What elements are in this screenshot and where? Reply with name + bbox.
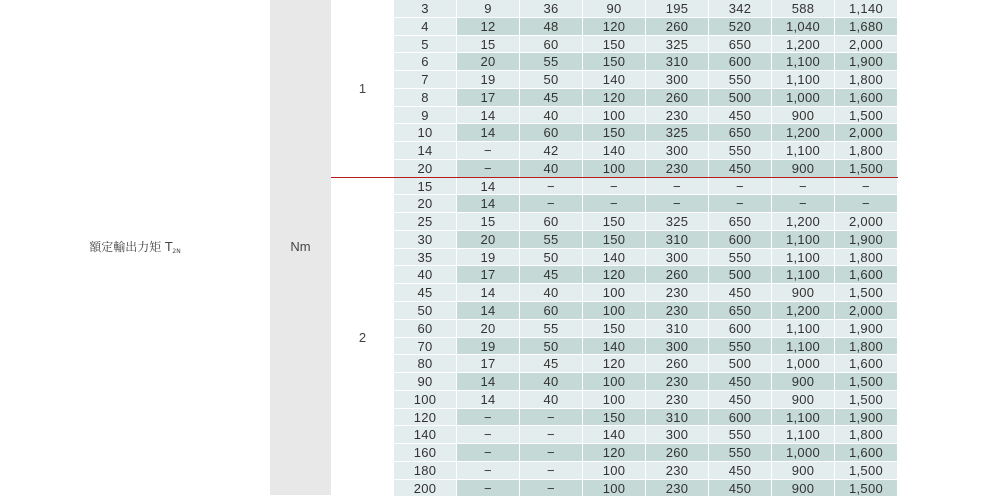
parameter-label [0, 238, 270, 255]
torque-cell: 9 [457, 0, 520, 18]
table-row [394, 231, 898, 249]
torque-cell: 600 [709, 409, 772, 427]
torque-cell: 20 [457, 231, 520, 249]
torque-cell: 450 [709, 462, 772, 480]
ratio-cell: 30 [394, 231, 457, 249]
torque-cell: − [583, 178, 646, 196]
torque-cell: 1,600 [835, 444, 898, 462]
table-row [394, 320, 898, 338]
torque-cell: 14 [457, 124, 520, 142]
torque-cell: 600 [709, 320, 772, 338]
torque-cell: 550 [709, 338, 772, 356]
torque-cell: 14 [457, 195, 520, 213]
table-row [394, 178, 898, 196]
torque-cell: 50 [520, 249, 583, 267]
torque-cell: 550 [709, 444, 772, 462]
ratio-cell: 7 [394, 71, 457, 89]
torque-cell: 120 [583, 355, 646, 373]
torque-cell: 1,100 [772, 320, 835, 338]
stage-divider [331, 177, 898, 178]
torque-cell: 1,100 [772, 266, 835, 284]
torque-cell: 300 [646, 338, 709, 356]
torque-cell: 650 [709, 213, 772, 231]
torque-cell: 310 [646, 53, 709, 71]
ratio-cell: 25 [394, 213, 457, 231]
ratio-cell: 70 [394, 338, 457, 356]
torque-table [394, 0, 898, 497]
table-row [394, 302, 898, 320]
stage-label-1: 1 [358, 80, 367, 96]
torque-cell: − [646, 195, 709, 213]
torque-cell: 1,100 [772, 71, 835, 89]
torque-cell: 230 [646, 284, 709, 302]
torque-cell: 140 [583, 338, 646, 356]
ratio-cell: 140 [394, 426, 457, 444]
ratio-cell: 50 [394, 302, 457, 320]
torque-cell: 45 [520, 89, 583, 107]
torque-cell: 1,900 [835, 53, 898, 71]
torque-cell: − [709, 178, 772, 196]
torque-cell: − [646, 178, 709, 196]
torque-cell: 1,900 [835, 409, 898, 427]
torque-cell: 342 [709, 0, 772, 18]
ratio-cell: 90 [394, 373, 457, 391]
torque-cell: 450 [709, 373, 772, 391]
stage-column [331, 0, 394, 495]
torque-cell: − [583, 195, 646, 213]
torque-cell: 900 [772, 480, 835, 497]
torque-cell: 120 [583, 89, 646, 107]
ratio-cell: 35 [394, 249, 457, 267]
stage-label-2: 2 [358, 329, 367, 345]
ratio-cell: 20 [394, 195, 457, 213]
ratio-cell: 40 [394, 266, 457, 284]
torque-cell: 1,800 [835, 338, 898, 356]
torque-cell: 900 [772, 107, 835, 125]
torque-cell: 550 [709, 426, 772, 444]
torque-cell: 2,000 [835, 124, 898, 142]
torque-cell: 230 [646, 462, 709, 480]
parameter-label-subscript: 2N [172, 248, 181, 255]
torque-cell: 2,000 [835, 302, 898, 320]
torque-cell: 1,140 [835, 0, 898, 18]
torque-cell: − [520, 444, 583, 462]
ratio-cell: 120 [394, 409, 457, 427]
torque-cell: 100 [583, 391, 646, 409]
torque-cell: 310 [646, 320, 709, 338]
torque-cell: 1,680 [835, 18, 898, 36]
torque-cell: 1,100 [772, 53, 835, 71]
torque-cell: 14 [457, 373, 520, 391]
torque-cell: 60 [520, 36, 583, 54]
torque-cell: − [520, 426, 583, 444]
ratio-cell: 45 [394, 284, 457, 302]
torque-cell: 650 [709, 124, 772, 142]
torque-cell: − [457, 444, 520, 462]
torque-cell: 310 [646, 231, 709, 249]
table-row [394, 444, 898, 462]
torque-cell: 14 [457, 302, 520, 320]
torque-cell: 42 [520, 142, 583, 160]
ratio-cell: 9 [394, 107, 457, 125]
torque-cell: 1,100 [772, 426, 835, 444]
ratio-cell: 3 [394, 0, 457, 18]
table-row [394, 355, 898, 373]
torque-cell: − [709, 195, 772, 213]
torque-cell: 100 [583, 373, 646, 391]
torque-cell: 450 [709, 391, 772, 409]
torque-cell: 1,200 [772, 302, 835, 320]
torque-cell: − [772, 178, 835, 196]
torque-cell: 15 [457, 36, 520, 54]
torque-cell: 14 [457, 178, 520, 196]
torque-cell: 520 [709, 18, 772, 36]
torque-cell: 150 [583, 320, 646, 338]
torque-cell: 1,100 [772, 409, 835, 427]
ratio-cell: 20 [394, 160, 457, 178]
table-row [394, 373, 898, 391]
torque-cell: 17 [457, 266, 520, 284]
torque-cell: 100 [583, 480, 646, 497]
torque-cell: 2,000 [835, 213, 898, 231]
torque-cell: 1,100 [772, 231, 835, 249]
torque-cell: 1,200 [772, 124, 835, 142]
ratio-cell: 60 [394, 320, 457, 338]
ratio-cell: 8 [394, 89, 457, 107]
torque-cell: 230 [646, 391, 709, 409]
table-row [394, 284, 898, 302]
torque-cell: 1,600 [835, 355, 898, 373]
torque-cell: 48 [520, 18, 583, 36]
torque-cell: − [520, 462, 583, 480]
torque-cell: 150 [583, 409, 646, 427]
torque-cell: 230 [646, 302, 709, 320]
torque-cell: 120 [583, 18, 646, 36]
torque-cell: 260 [646, 18, 709, 36]
torque-cell: 15 [457, 213, 520, 231]
torque-cell: 55 [520, 320, 583, 338]
torque-cell: 14 [457, 284, 520, 302]
torque-cell: 120 [583, 444, 646, 462]
torque-cell: 900 [772, 391, 835, 409]
ratio-cell: 14 [394, 142, 457, 160]
table-row [394, 480, 898, 497]
torque-cell: 19 [457, 338, 520, 356]
torque-cell: 14 [457, 107, 520, 125]
torque-cell: 150 [583, 231, 646, 249]
torque-cell: 260 [646, 355, 709, 373]
torque-cell: − [457, 480, 520, 497]
ratio-cell: 6 [394, 53, 457, 71]
torque-cell: 20 [457, 320, 520, 338]
torque-cell: 1,800 [835, 71, 898, 89]
torque-cell: 1,000 [772, 89, 835, 107]
torque-cell: 450 [709, 480, 772, 497]
torque-cell: 300 [646, 426, 709, 444]
torque-cell: 12 [457, 18, 520, 36]
torque-cell: 14 [457, 391, 520, 409]
table-row [394, 391, 898, 409]
ratio-cell: 80 [394, 355, 457, 373]
torque-cell: 100 [583, 107, 646, 125]
table-row [394, 249, 898, 267]
table-row [394, 89, 898, 107]
torque-cell: − [772, 195, 835, 213]
torque-cell: 90 [583, 0, 646, 18]
torque-cell: 40 [520, 373, 583, 391]
torque-cell: 230 [646, 373, 709, 391]
torque-cell: 150 [583, 53, 646, 71]
torque-cell: − [520, 195, 583, 213]
torque-cell: 1,000 [772, 444, 835, 462]
torque-cell: 1,200 [772, 36, 835, 54]
torque-cell: 260 [646, 89, 709, 107]
ratio-cell: 200 [394, 480, 457, 497]
table-row [394, 195, 898, 213]
unit-column [270, 0, 331, 495]
unit-label: Nm [290, 239, 311, 254]
torque-cell: 195 [646, 0, 709, 18]
torque-cell: − [835, 178, 898, 196]
torque-cell: 325 [646, 213, 709, 231]
torque-cell: 588 [772, 0, 835, 18]
torque-cell: − [457, 409, 520, 427]
parameter-column [0, 0, 270, 495]
torque-cell: 900 [772, 284, 835, 302]
torque-cell: 260 [646, 266, 709, 284]
torque-cell: 50 [520, 71, 583, 89]
torque-cell: 60 [520, 213, 583, 231]
torque-cell: 600 [709, 231, 772, 249]
table-row [394, 213, 898, 231]
table-row [394, 53, 898, 71]
table-row [394, 124, 898, 142]
torque-cell: 50 [520, 338, 583, 356]
torque-cell: 60 [520, 124, 583, 142]
ratio-cell: 100 [394, 391, 457, 409]
torque-cell: 100 [583, 160, 646, 178]
table-row [394, 266, 898, 284]
torque-cell: 150 [583, 36, 646, 54]
torque-cell: 45 [520, 355, 583, 373]
torque-cell: 60 [520, 302, 583, 320]
table-row [394, 142, 898, 160]
torque-cell: 1,900 [835, 320, 898, 338]
torque-cell: 45 [520, 266, 583, 284]
ratio-cell: 15 [394, 178, 457, 196]
torque-cell: 230 [646, 107, 709, 125]
table-row [394, 462, 898, 480]
torque-cell: 325 [646, 124, 709, 142]
torque-cell: 900 [772, 462, 835, 480]
ratio-cell: 4 [394, 18, 457, 36]
torque-cell: 1,600 [835, 266, 898, 284]
torque-cell: − [520, 409, 583, 427]
torque-cell: 1,100 [772, 338, 835, 356]
torque-cell: 100 [583, 462, 646, 480]
ratio-cell: 160 [394, 444, 457, 462]
torque-cell: 230 [646, 480, 709, 497]
torque-cell: − [520, 178, 583, 196]
torque-cell: 500 [709, 89, 772, 107]
torque-cell: 1,000 [772, 355, 835, 373]
ratio-cell: 180 [394, 462, 457, 480]
torque-cell: 550 [709, 249, 772, 267]
torque-cell: 1,100 [772, 249, 835, 267]
torque-cell: 40 [520, 107, 583, 125]
torque-cell: 140 [583, 142, 646, 160]
torque-cell: 19 [457, 71, 520, 89]
torque-cell: 600 [709, 53, 772, 71]
table-row [394, 0, 898, 18]
torque-cell: 17 [457, 89, 520, 107]
torque-cell: − [457, 160, 520, 178]
torque-cell: − [835, 195, 898, 213]
torque-cell: 120 [583, 266, 646, 284]
torque-cell: 1,800 [835, 249, 898, 267]
torque-cell: 1,500 [835, 373, 898, 391]
table-row [394, 409, 898, 427]
torque-cell: 450 [709, 284, 772, 302]
torque-cell: 1,800 [835, 142, 898, 160]
torque-cell: 500 [709, 266, 772, 284]
ratio-cell: 10 [394, 124, 457, 142]
torque-cell: 1,200 [772, 213, 835, 231]
table-row [394, 36, 898, 54]
torque-cell: − [457, 426, 520, 444]
torque-cell: 40 [520, 160, 583, 178]
torque-cell: 325 [646, 36, 709, 54]
torque-cell: 450 [709, 107, 772, 125]
torque-cell: 19 [457, 249, 520, 267]
torque-cell: 500 [709, 355, 772, 373]
torque-cell: 230 [646, 160, 709, 178]
torque-cell: 1,100 [772, 142, 835, 160]
torque-cell: 150 [583, 124, 646, 142]
torque-cell: 20 [457, 53, 520, 71]
torque-cell: 1,500 [835, 480, 898, 497]
torque-cell: 550 [709, 71, 772, 89]
table-row [394, 426, 898, 444]
torque-cell: 100 [583, 284, 646, 302]
torque-cell: 650 [709, 302, 772, 320]
torque-cell: 55 [520, 231, 583, 249]
torque-cell: 650 [709, 36, 772, 54]
table-row [394, 160, 898, 178]
table-row [394, 18, 898, 36]
torque-cell: 140 [583, 426, 646, 444]
torque-cell: 140 [583, 249, 646, 267]
torque-cell: 1,500 [835, 160, 898, 178]
parameter-label-text: 額定輸出力矩 T [89, 240, 173, 254]
torque-cell: − [457, 462, 520, 480]
torque-cell: 450 [709, 160, 772, 178]
torque-cell: 300 [646, 249, 709, 267]
torque-cell: − [520, 480, 583, 497]
torque-cell: 1,800 [835, 426, 898, 444]
torque-cell: 1,500 [835, 284, 898, 302]
torque-cell: 1,900 [835, 231, 898, 249]
torque-cell: 310 [646, 409, 709, 427]
torque-cell: − [457, 142, 520, 160]
torque-cell: 55 [520, 53, 583, 71]
torque-cell: 140 [583, 71, 646, 89]
torque-cell: 1,040 [772, 18, 835, 36]
torque-cell: 40 [520, 391, 583, 409]
torque-cell: 1,500 [835, 462, 898, 480]
torque-cell: 550 [709, 142, 772, 160]
table-row [394, 107, 898, 125]
table-row [394, 338, 898, 356]
torque-cell: 300 [646, 71, 709, 89]
torque-cell: 150 [583, 213, 646, 231]
torque-cell: 300 [646, 142, 709, 160]
torque-cell: 1,600 [835, 89, 898, 107]
torque-cell: 900 [772, 160, 835, 178]
torque-cell: 260 [646, 444, 709, 462]
torque-cell: 40 [520, 284, 583, 302]
ratio-cell: 5 [394, 36, 457, 54]
torque-cell: 36 [520, 0, 583, 18]
torque-cell: 1,500 [835, 107, 898, 125]
torque-cell: 17 [457, 355, 520, 373]
torque-cell: 2,000 [835, 36, 898, 54]
torque-cell: 100 [583, 302, 646, 320]
table-row [394, 71, 898, 89]
torque-cell: 900 [772, 373, 835, 391]
torque-cell: 1,500 [835, 391, 898, 409]
